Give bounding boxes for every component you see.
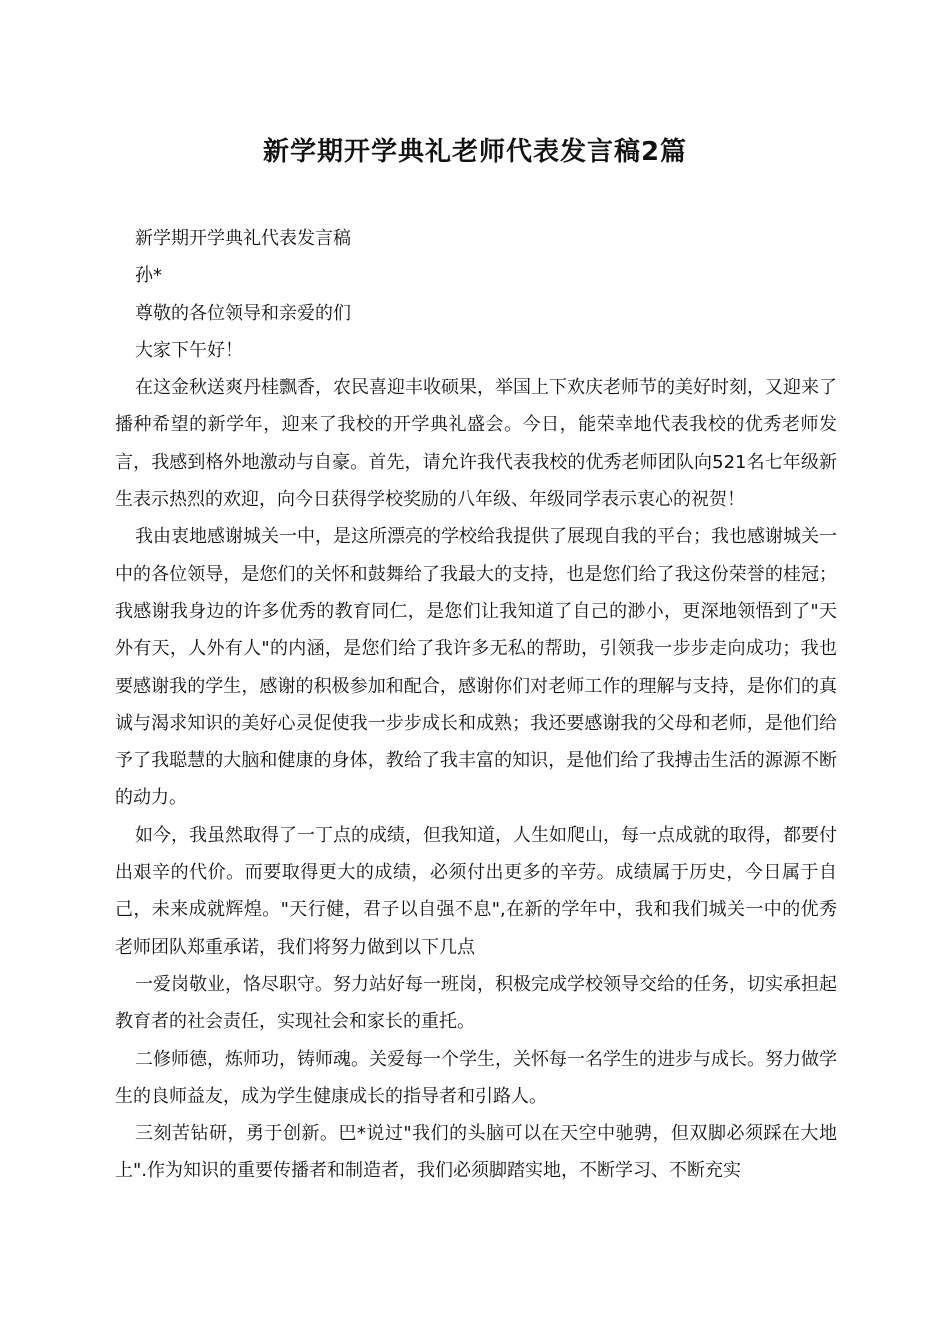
document-title: 新学期开学典礼老师代表发言稿2篇	[262, 137, 688, 167]
document-body	[115, 220, 837, 1190]
body-paragraph: 如今，我虽然取得了一丁点的成绩，但我知道，人生如爬山，每一点成就的取得，都要付出艰辛的代价。而要取得更大的成绩，必须付出更多的辛劳。成绩属于历史，今日属于自己，未来成就辉煌。"天行健，君子以自强不息",在新的学年中，我和我们城关一中的优秀老师团队郑重承诺，我们将努力做到以下几点	[115, 824, 837, 958]
body-paragraph: 我由衷地感谢城关一中，是这所漂亮的学校给我提供了展现自我的平台；我也感谢城关一中的各位领导，是您们的关怀和鼓舞给了我最大的支持，也是您们给了我这份荣誉的桂冠；我感谢我身边的许多优秀的教育同仁，是您们让我知道了自己的渺小，更深地领悟到了"天外有天，人外有人"的内涵，是您们给了我许多无私的帮助，引领我一步步走向成功；我也要感谢我的学生，感谢的积极参加和配合，感谢你们对老师工作的理解与支持，是你们的真诚与渴求知识的美好心灵促使我一步步成长和成熟；我还要感谢我的父母和老师，是他们给予了我聪慧的大脑和健康的身体，教给了我丰富的知识，是他们给了我搏击生活的源源不断的动力。	[115, 526, 837, 809]
body-paragraph: 三刻苦钻研，勇于创新。巴*说过"我们的头脑可以在天空中驰骋，但双脚必须踩在大地上".作为知识的重要传播者和制造者，我们必须脚踏实地，不断学习、不断充实	[115, 1123, 837, 1182]
body-paragraph: 二修师德，炼师功，铸师魂。关爱每一个学生，关怀每一名学生的进步与成长。努力做学生的良师益友，成为学生健康成长的指导者和引路人。	[115, 1048, 837, 1107]
greeting-line: 大家下午好！	[135, 339, 243, 361]
body-paragraph: 在这金秋送爽丹桂飘香，农民喜迎丰收硕果，举国上下欢庆老师节的美好时刻，又迎来了播种希望的新学年，迎来了我校的开学典礼盛会。今日，能荣幸地代表我校的优秀老师发言，我感到格外地激动与自豪。首先，请允许我代表我校的优秀老师团队向521名七年级新生表示热烈的欢迎，向今日获得学校奖励的八年级、年级同学表示衷心的祝贺！	[115, 377, 837, 511]
salutation-line: 尊敬的各位领导和亲爱的们	[135, 302, 351, 324]
author-line: 孙*	[135, 265, 162, 287]
subtitle-line: 新学期开学典礼代表发言稿	[135, 228, 351, 249]
body-paragraph: 一爱岗敬业，恪尽职守。努力站好每一班岗，积极完成学校领导交给的任务，切实承担起教育者的社会责任，实现社会和家长的重托。	[115, 973, 837, 1033]
